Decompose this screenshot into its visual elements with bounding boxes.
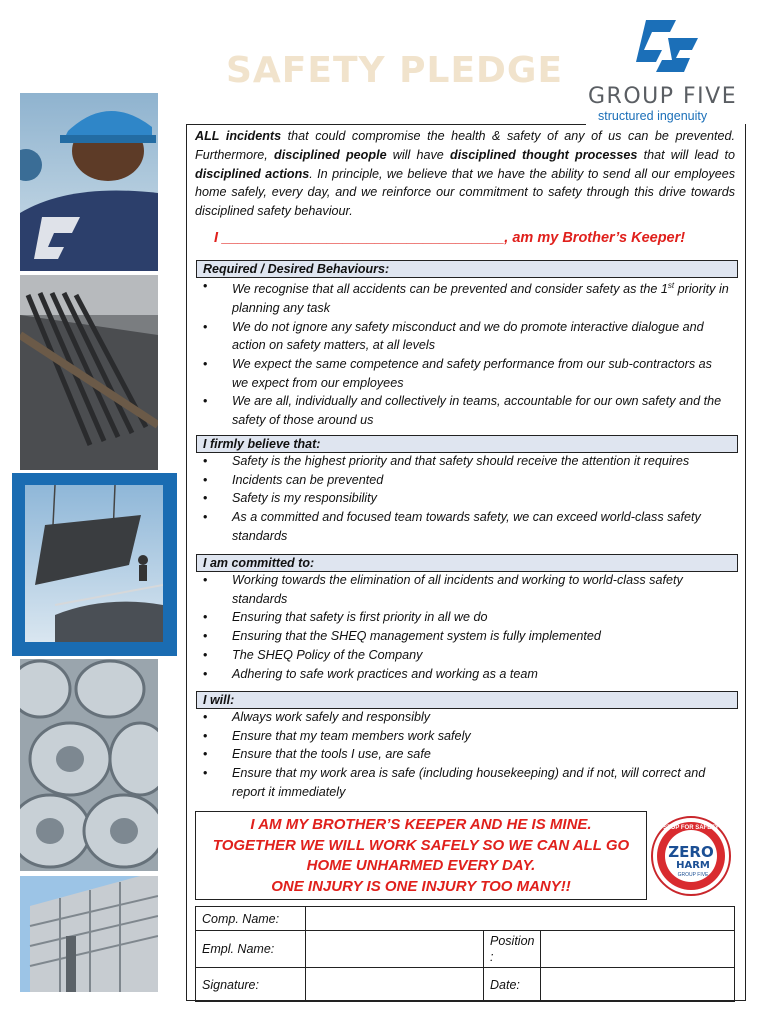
photo-steel-coils	[20, 659, 158, 871]
behaviours-list	[200, 277, 730, 430]
photo-worker-helmet	[20, 93, 158, 271]
svg-text:GROUP FIVE: GROUP FIVE	[677, 872, 709, 878]
section-heading-beliefs: I firmly believe that:	[196, 435, 738, 453]
section-heading-i-will: I will:	[196, 691, 738, 709]
logo-tagline: structured ingenuity	[598, 109, 708, 123]
list-item: • Ensuring that safety is first priority in all we do	[200, 608, 730, 627]
list-item: • Ensure that my work area is safe (including housekeeping) and if not, will correct and report it immediately	[200, 764, 730, 801]
comp-name-label: Comp. Name:	[196, 907, 306, 931]
list-item: • We do not ignore any safety misconduct and we do promote interactive dialogue and action on safety matters, at all levels	[200, 318, 730, 355]
signature-field[interactable]	[306, 968, 484, 1002]
group-five-logo-mark-icon	[632, 20, 698, 72]
list-item: • Working towards the elimination of all incidents and working to world-class safety standards	[200, 571, 730, 608]
position-field[interactable]	[541, 931, 735, 968]
svg-text:ZERO: ZERO	[668, 843, 714, 861]
list-item: • We expect the same competence and safety performance from our sub-contractors as we expect from our employees	[200, 355, 730, 392]
list-item: • We are all, individually and collectively in teams, accountable for our own safety and the safety of those around us	[200, 392, 730, 429]
section-heading-commitments: I am committed to:	[196, 554, 738, 572]
photo-crane-lift	[25, 485, 163, 642]
list-item: • Ensure that the tools I use, are safe	[200, 745, 730, 764]
list-item: • As a committed and focused team towards safety, we can exceed world-class safety standards	[200, 508, 730, 545]
list-item: • Ensure that my team members work safely	[200, 727, 730, 746]
signature-label: Signature:	[196, 968, 306, 1002]
i-will-list	[200, 708, 730, 802]
list-item: • Incidents can be prevented	[200, 471, 730, 490]
comp-name-field[interactable]	[306, 907, 735, 931]
list-item: • The SHEQ Policy of the Company	[200, 646, 730, 665]
logo-name: GROUP FIVE	[588, 84, 738, 109]
list-item: • We recognise that all accidents can be prevented and consider safety as the 1st priority in planning any task	[200, 277, 730, 318]
list-item: • Always work safely and responsibly	[200, 708, 730, 727]
svg-text:STOP FOR SAFETY: STOP FOR SAFETY	[663, 825, 719, 831]
date-field[interactable]	[541, 968, 735, 1002]
svg-text:HARM: HARM	[676, 860, 710, 871]
slogan-text: I AM MY BROTHER’S KEEPER AND HE IS MINE. TOGETHER WE WILL WORK SAFELY SO WE CAN ALL GO HOME UNHARMED EVERY DAY. ONE INJURY IS ONE INJURY TOO MANY!!	[212, 816, 630, 895]
photo-solar-structure	[20, 876, 158, 992]
empl-name-field[interactable]	[306, 931, 484, 968]
list-item: • Safety is my responsibility	[200, 489, 730, 508]
pledge-line: I ___________________________________, am my Brother’s Keeper!	[214, 230, 686, 246]
photo-road-rake	[20, 275, 158, 470]
list-item: • Safety is the highest priority and that safety should receive the attention it requires	[200, 452, 730, 471]
position-label: Position :	[484, 931, 541, 968]
list-item: • Adhering to safe work practices and working as a team	[200, 665, 730, 684]
signature-form	[195, 906, 735, 1002]
section-heading-behaviours: Required / Desired Behaviours:	[196, 260, 738, 278]
list-item: • Ensuring that the SHEQ management system is fully implemented	[200, 627, 730, 646]
date-label: Date:	[484, 968, 541, 1002]
intro-paragraph: ALL incidents that could compromise the health & safety of any of us can be prevented. Furthermore, disciplined people will have disciplined thought processes that will lead to disciplined actions. In principle, we believe that we have the ability to send all our employees home safely, every day, and we reinforce our commitment to safety through this drive towards disciplined safety behaviour.	[195, 129, 735, 219]
commitments-list	[200, 571, 730, 683]
zero-harm-badge-icon	[651, 816, 731, 896]
page-title: SAFETY PLEDGE	[226, 50, 564, 91]
beliefs-list	[200, 452, 730, 546]
empl-name-label: Empl. Name:	[196, 931, 306, 968]
